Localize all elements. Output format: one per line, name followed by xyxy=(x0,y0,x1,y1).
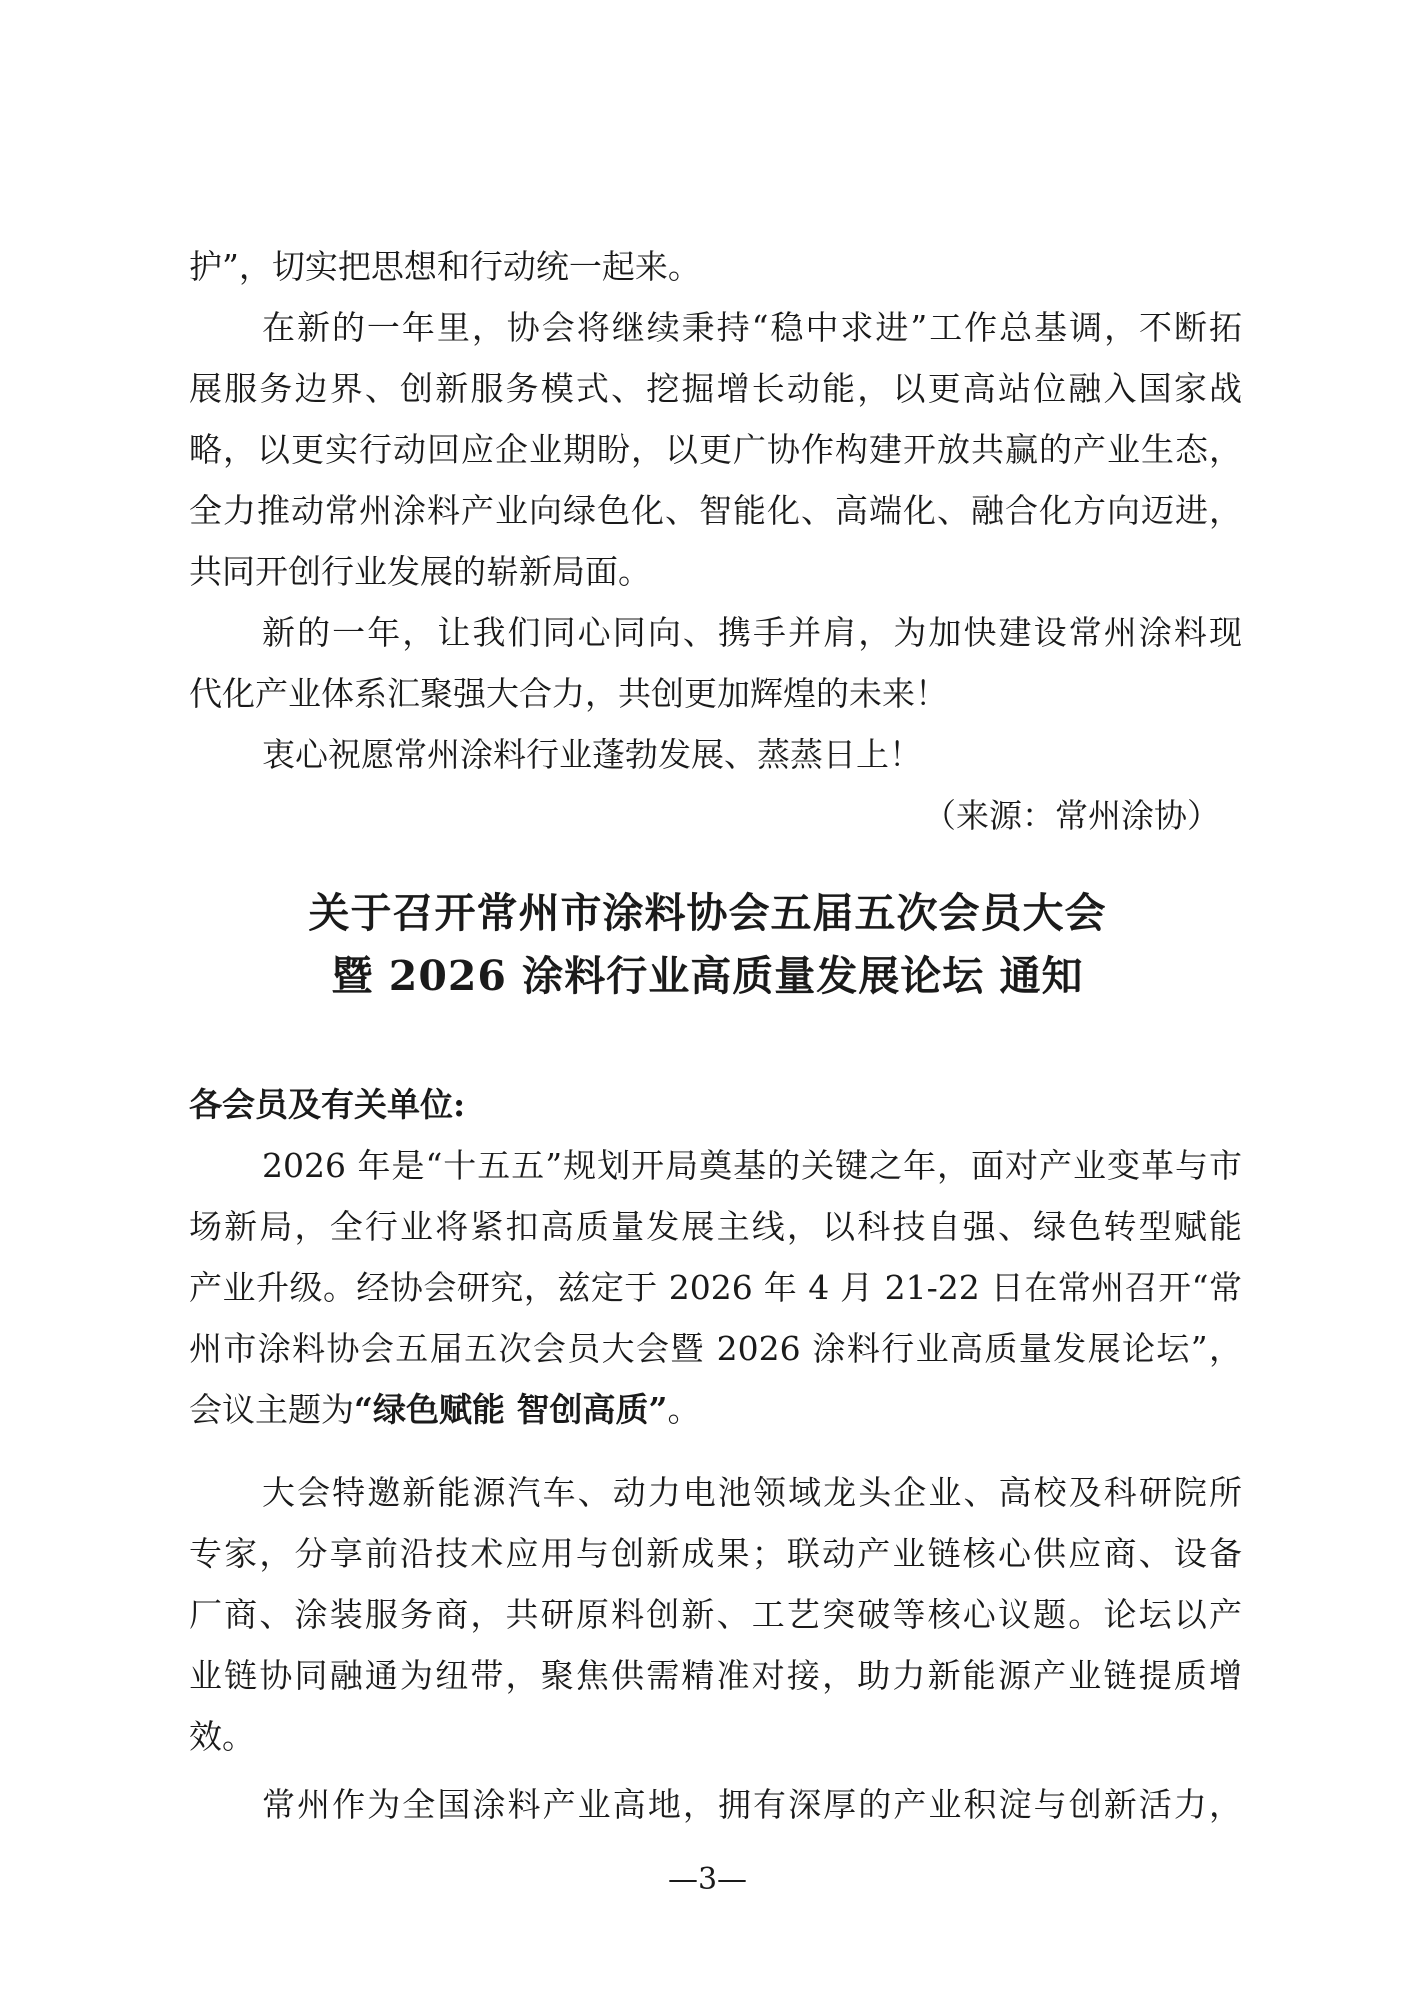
paragraph-changzhou-line-1: 常州作为全国涂料产业高地，拥有深厚的产业积淀与创新活力， xyxy=(262,1785,1242,1824)
paragraph-guests-line-2: 专家，分享前沿技术应用与创新成果；联动产业链核心供应商、设备 xyxy=(189,1534,1242,1573)
paragraph-together-line-1: 新的一年，让我们同心同向、携手并肩，为加快建设常州涂料现 xyxy=(262,613,1242,652)
notice-title-line-2: 暨 2026 涂料行业高质量发展论坛 通知 xyxy=(331,952,1084,1000)
paragraph-meeting-line-4: 州市涂料协会五届五次会员大会暨 2026 涂料行业高质量发展论坛”， xyxy=(189,1329,1242,1368)
paragraph-together-line-2: 代化产业体系汇聚强大合力，共创更加辉煌的未来！ xyxy=(189,674,948,713)
paragraph-guests-line-5: 效。 xyxy=(189,1717,255,1756)
paragraph-new-year-line-3: 略，以更实行动回应企业期盼，以更广协作构建开放共赢的产业生态， xyxy=(189,430,1242,469)
page-number: —3— xyxy=(667,1862,748,1897)
notice-title-line-1: 关于召开常州市涂料协会五届五次会员大会 xyxy=(308,889,1107,937)
paragraph-meeting-line-5 xyxy=(0,1387,1415,1433)
paragraph-new-year-line-4: 全力推动常州涂料产业向绿色化、智能化、高端化、融合化方向迈进， xyxy=(189,491,1242,530)
meeting-theme-suffix: 。 xyxy=(667,1390,701,1429)
paragraph-new-year-line-5: 共同开创行业发展的崭新局面。 xyxy=(189,552,651,591)
paragraph-meeting-line-1: 2026 年是“十五五”规划开局奠基的关键之年，面对产业变革与市 xyxy=(262,1146,1242,1185)
paragraph-guests-line-3: 厂商、涂装服务商，共研原料创新、工艺突破等核心议题。论坛以产 xyxy=(189,1595,1242,1634)
paragraph-new-year-line-1: 在新的一年里，协会将继续秉持“稳中求进”工作总基调，不断拓 xyxy=(262,308,1242,347)
paragraph-guests-line-1: 大会特邀新能源汽车、动力电池领域龙头企业、高校及科研院所 xyxy=(262,1473,1242,1512)
paragraph-new-year-line-2: 展服务边界、创新服务模式、挖掘增长动能，以更高站位融入国家战 xyxy=(189,369,1242,408)
paragraph-wish-line-1: 衷心祝愿常州涂料行业蓬勃发展、蒸蒸日上！ xyxy=(262,735,922,774)
paragraph-meeting-line-3: 产业升级。经协会研究，兹定于 2026 年 4 月 21-22 日在常州召开“常 xyxy=(189,1268,1242,1307)
meeting-theme: “绿色赋能 智创高质” xyxy=(354,1390,668,1429)
paragraph-intro-line-1: 护”，切实把思想和行动统一起来。 xyxy=(189,247,701,286)
paragraph-meeting-line-2: 场新局，全行业将紧扣高质量发展主线，以科技自强、绿色转型赋能 xyxy=(189,1207,1242,1246)
source-attribution: （来源：常州涂协） xyxy=(923,796,1220,835)
salutation: 各会员及有关单位: xyxy=(189,1085,466,1124)
paragraph-guests-line-4: 业链协同融通为纽带，聚焦供需精准对接，助力新能源产业链提质增 xyxy=(189,1656,1242,1695)
meeting-theme-prefix: 会议主题为 xyxy=(189,1390,354,1429)
